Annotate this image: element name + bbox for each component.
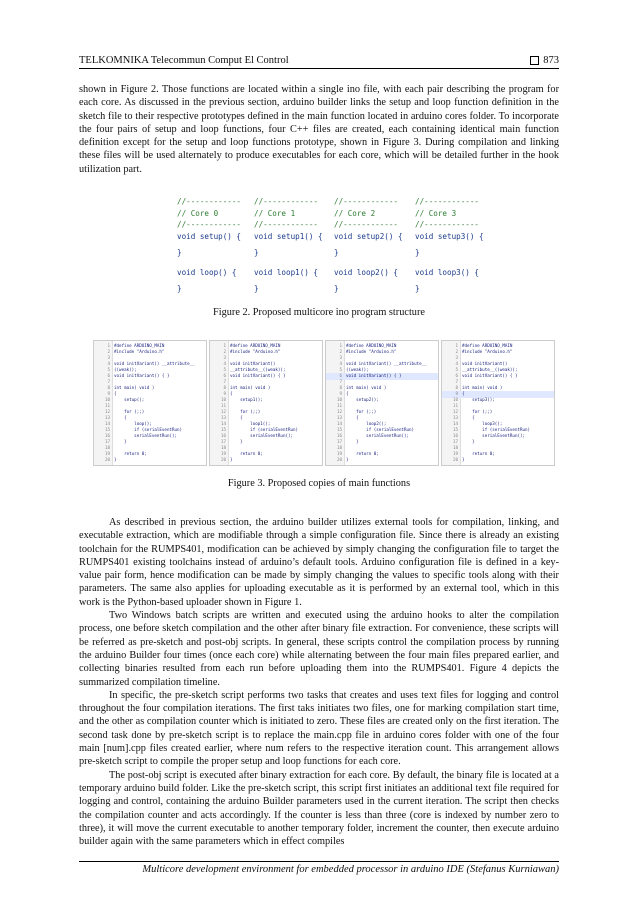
code-text: if (serialEventRun): [114, 427, 183, 432]
line-number: 16: [104, 433, 110, 438]
code-text: return 0;: [346, 451, 379, 456]
line-number: 3: [339, 355, 342, 360]
code-line: [210, 457, 322, 464]
line-number: 8: [455, 385, 458, 390]
code-comment: // Core 3: [415, 208, 457, 218]
running-header: [79, 55, 559, 69]
code-text: {: [230, 391, 233, 396]
setup-signature: void setup2() {: [334, 231, 403, 241]
line-number: 15: [220, 427, 226, 432]
line-number: 10: [220, 397, 226, 402]
line-number: 7: [223, 379, 226, 384]
line-number: 19: [220, 451, 226, 456]
code-text: for (;;): [230, 409, 261, 414]
code-text: for (;;): [114, 409, 145, 414]
core0-code: [177, 196, 263, 295]
line-number: 13: [452, 415, 458, 420]
paragraph-4: The post-obj script is executed after binary extraction for each core. By default, the binary file is located at a temporary arduino build folder. Like the pre-sketch script, this script first initiates an additional text file required for logging and control, containing the arduino Builder parameters used in the current iteration. The script then checks the compilation counter and acts accordingly. If the counter is less than three (core is indexed by number zero to three), it will move the current executable to another temporary folder, increment the counter, then execute arduino builder again with the same parameters which in effect compiles: [79, 769, 559, 848]
line-number: 2: [107, 349, 110, 354]
closing-brace: }: [254, 284, 259, 293]
figure-2: [177, 196, 569, 296]
line-number: 9: [223, 391, 226, 396]
line-number: 2: [223, 349, 226, 354]
line-number: 4: [339, 361, 342, 366]
core3-code: [415, 196, 501, 295]
line-number: 16: [452, 433, 458, 438]
closing-brace: }: [415, 248, 420, 257]
line-number: 16: [220, 433, 226, 438]
code-text: int main( void ): [230, 385, 271, 390]
code-text: void initVariant() { }: [462, 373, 518, 378]
code-text: ((weak));: [114, 367, 137, 372]
setup-signature: void setup3() {: [415, 231, 484, 241]
line-number: 9: [455, 391, 458, 396]
code-text: #define ARDUINO_MAIN: [346, 343, 397, 348]
code-comment: // Core 1: [254, 208, 296, 218]
line-number: 20: [104, 457, 110, 462]
line-number: 12: [104, 409, 110, 414]
code-text: {: [230, 415, 243, 420]
code-text: return 0;: [462, 451, 495, 456]
code-text: }: [462, 457, 465, 462]
figure-3: [93, 340, 548, 464]
code-text: #include "Arduino.h": [114, 349, 165, 354]
code-line: [326, 457, 438, 464]
code-comment: //------------: [177, 220, 242, 229]
line-number: 20: [452, 457, 458, 462]
code-text: }: [346, 457, 349, 462]
code-text: void initVariant(): [462, 361, 508, 366]
code-text: {: [346, 391, 349, 396]
code-comment: //------------: [254, 220, 319, 229]
code-comment: //------------: [415, 197, 480, 206]
paragraph-3: In specific, the pre-sketch script performs two tasks that creates and uses text files for logging and control throughout the four compilation iterations. The first taks initiates two files, one for marking compilation start time, and the other as compilation counter which is initiated to zero. These files are created only on the first iteration. The second task done by pre-sketch script is to replace the main.cpp file in arduino cores folder with one of the four main [num].cpp files created earlier, where num refers to the respective iteration count. This arrangement allows pre-sketch script to compile the proper setup and loop functions for each core.: [79, 689, 559, 768]
code-line: [442, 457, 554, 464]
page-number: 873: [543, 55, 559, 66]
code-text: }: [114, 439, 127, 444]
line-number: 12: [452, 409, 458, 414]
line-number: 14: [220, 421, 226, 426]
code-text: setup();: [114, 397, 145, 402]
code-text: #define ARDUINO_MAIN: [230, 343, 281, 348]
line-number: 3: [223, 355, 226, 360]
figure-2-caption: Figure 2. Proposed multicore ino program structure: [213, 307, 425, 318]
code-text: int main( void ): [346, 385, 387, 390]
line-number: 1: [223, 343, 226, 348]
code-comment: //------------: [334, 197, 399, 206]
square-bullet-icon: [530, 56, 539, 65]
code-text: setup3();: [462, 397, 495, 402]
line-number: 17: [104, 439, 110, 444]
code-text: {: [462, 391, 465, 396]
code-text: setup1();: [230, 397, 263, 402]
code-text: #define ARDUINO_MAIN: [462, 343, 513, 348]
line-number: 14: [104, 421, 110, 426]
code-text: int main( void ): [114, 385, 155, 390]
code-text: #include "Arduino.h": [462, 349, 513, 354]
code-text: __attribute__((weak));: [462, 367, 518, 372]
line-number: 7: [339, 379, 342, 384]
line-number: 5: [223, 367, 226, 372]
line-number: 15: [452, 427, 458, 432]
line-number: 1: [107, 343, 110, 348]
line-number: 4: [223, 361, 226, 366]
code-text: }: [462, 439, 475, 444]
line-number: 5: [107, 367, 110, 372]
line-number: 7: [455, 379, 458, 384]
closing-brace: }: [415, 284, 420, 293]
closing-brace: }: [334, 284, 339, 293]
line-number: 13: [220, 415, 226, 420]
line-number: 2: [455, 349, 458, 354]
code-text: return 0;: [230, 451, 263, 456]
loop-signature: void loop1() {: [254, 267, 319, 277]
line-number: 17: [220, 439, 226, 444]
closing-brace: }: [334, 248, 339, 257]
figure-3-caption: Figure 3. Proposed copies of main functions: [227, 478, 411, 489]
code-text: #include "Arduino.h": [230, 349, 281, 354]
line-number: 11: [104, 403, 110, 408]
code-text: __attribute__((weak));: [230, 367, 286, 372]
line-number: 11: [220, 403, 226, 408]
main-file-panel-0: [93, 340, 207, 466]
line-number: 9: [339, 391, 342, 396]
line-number: 3: [455, 355, 458, 360]
line-number: 1: [339, 343, 342, 348]
code-text: }: [346, 439, 359, 444]
line-number: 5: [339, 367, 342, 372]
line-number: 4: [107, 361, 110, 366]
line-number: 16: [336, 433, 342, 438]
line-number: 19: [104, 451, 110, 456]
code-text: if (serialEventRun): [346, 427, 415, 432]
line-number: 18: [452, 445, 458, 450]
line-number: 15: [104, 427, 110, 432]
line-number: 20: [220, 457, 226, 462]
body-paragraphs: [79, 516, 559, 848]
line-number: 10: [452, 397, 458, 402]
line-number: 5: [455, 367, 458, 372]
journal-title: TELKOMNIKA Telecommun Comput El Control: [79, 55, 289, 66]
code-text: }: [230, 439, 243, 444]
code-text: setup2();: [346, 397, 379, 402]
code-text: loop();: [114, 421, 152, 426]
line-number: 10: [104, 397, 110, 402]
code-text: int main( void ): [462, 385, 503, 390]
line-number: 18: [336, 445, 342, 450]
line-number: 12: [220, 409, 226, 414]
code-comment: //------------: [334, 220, 399, 229]
code-line: [94, 457, 206, 464]
loop-signature: void loop2() {: [334, 267, 399, 277]
setup-signature: void setup1() {: [254, 231, 323, 241]
code-text: #define ARDUINO_MAIN: [114, 343, 165, 348]
paragraph-1: As described in previous section, the arduino builder utilizes external tools for compilation, linking, and executable extraction, which are modifiable through a simple configuration file. Since there is already an existing toolchain for the RUMPS401, modification can be achieved by simply changing the configuration file to target the RUMPS401 existing toolchains instead of arduino’s default tools. Arduino configuration file is defined in a key-value pair form, hence modification can be made by simply changing the values to specific tools along with their parameters. The same also applies for uploading executable as it is performed by an external tool, which in this work is the Python-based uploader shown in Figure 1.: [79, 517, 559, 608]
line-number: 7: [107, 379, 110, 384]
line-number: 6: [455, 373, 458, 378]
code-text: serialEventRun();: [346, 433, 410, 438]
loop-signature: void loop3() {: [415, 267, 480, 277]
code-text: void initVariant(): [230, 361, 276, 366]
line-number: 17: [452, 439, 458, 444]
code-comment: // Core 2: [334, 208, 376, 218]
line-number: 15: [336, 427, 342, 432]
code-text: void initVariant() __attribute__: [346, 361, 427, 366]
code-comment: //------------: [177, 197, 242, 206]
code-text: }: [114, 457, 117, 462]
code-text: loop3();: [462, 421, 503, 426]
code-comment: //------------: [415, 220, 480, 229]
code-text: #include "Arduino.h": [346, 349, 397, 354]
line-number: 8: [107, 385, 110, 390]
line-number: 18: [220, 445, 226, 450]
code-text: {: [114, 415, 127, 420]
line-number: 9: [107, 391, 110, 396]
intro-paragraph: shown in Figure 2. Those functions are located within a single ino file, with each pair describing the program for each core. As discussed in the previous section, arduino builder links the setup and loop function definition in the sketch file to their respective prototypes defined in the main function located in arduino cores folder. To incorporate the four pairs of setup and loop functions, four C++ files are created, each containing identical main function definition except for the setup and loop functions prototype, shown in Figure 3. During compilation and linking these files will be used alternately to produce executables for each core, which will be detailed further in the hook utilization part.: [79, 84, 559, 175]
code-text: return 0;: [114, 451, 147, 456]
line-number: 11: [452, 403, 458, 408]
line-number: 14: [336, 421, 342, 426]
line-number: 12: [336, 409, 342, 414]
line-number: 19: [452, 451, 458, 456]
code-text: void initVariant() { }: [114, 373, 170, 378]
line-number: 13: [104, 415, 110, 420]
code-text: if (serialEventRun): [230, 427, 299, 432]
code-comment: //------------: [254, 197, 319, 206]
running-footer: Multicore development environment for embedded processor in arduino IDE (Stefanus Kurniawan): [79, 861, 559, 875]
line-number: 6: [339, 373, 342, 378]
line-number: 6: [223, 373, 226, 378]
loop-signature: void loop() {: [177, 267, 237, 277]
intro-paragraph-block: [79, 83, 559, 176]
line-number: 11: [336, 403, 342, 408]
code-text: {: [346, 415, 359, 420]
line-number: 4: [455, 361, 458, 366]
line-number: 8: [223, 385, 226, 390]
closing-brace: }: [177, 284, 182, 293]
code-text: if (serialEventRun): [462, 427, 531, 432]
core2-code: [334, 196, 420, 295]
code-text: void initVariant() __attribute__: [114, 361, 195, 366]
page-number-group: [530, 55, 559, 66]
line-number: 8: [339, 385, 342, 390]
code-text: serialEventRun();: [462, 433, 526, 438]
main-file-panel-2: [325, 340, 439, 466]
code-text: for (;;): [462, 409, 493, 414]
code-text: }: [230, 457, 233, 462]
line-number: 20: [336, 457, 342, 462]
closing-brace: }: [254, 248, 259, 257]
setup-signature: void setup() {: [177, 231, 242, 241]
line-number: 6: [107, 373, 110, 378]
core1-code: [254, 196, 340, 295]
line-number: 17: [336, 439, 342, 444]
code-text: void initVariant() { }: [346, 373, 402, 378]
line-number: 1: [455, 343, 458, 348]
code-text: for (;;): [346, 409, 377, 414]
code-text: ((weak));: [346, 367, 369, 372]
main-file-panel-3: [441, 340, 555, 466]
line-number: 18: [104, 445, 110, 450]
code-text: loop2();: [346, 421, 387, 426]
line-number: 14: [452, 421, 458, 426]
closing-brace: }: [177, 248, 182, 257]
line-number: 3: [107, 355, 110, 360]
paragraph-2: Two Windows batch scripts are written and executed using the arduino hooks to alter the compilation process, one before sketch compilation and the other after binary file extraction. For convenience, these scripts will be referred as pre-sketch and post-obj scripts. In general, these scripts control the compilation process by running the arduino Builder four times (once each core) while alternating between the four main files prepared earlier, and collecting binaries resulted from each run before uploading them into the RUMPS401. Figure 4 depicts the summarized compilation timeline.: [79, 610, 559, 688]
line-number: 13: [336, 415, 342, 420]
main-file-panel-1: [209, 340, 323, 466]
line-number: 19: [336, 451, 342, 456]
line-number: 2: [339, 349, 342, 354]
line-number: 10: [336, 397, 342, 402]
code-text: {: [462, 415, 475, 420]
code-comment: // Core 0: [177, 208, 219, 218]
code-text: serialEventRun();: [114, 433, 178, 438]
code-text: {: [114, 391, 117, 396]
code-text: serialEventRun();: [230, 433, 294, 438]
code-text: void initVariant() { }: [230, 373, 286, 378]
code-text: loop1();: [230, 421, 271, 426]
